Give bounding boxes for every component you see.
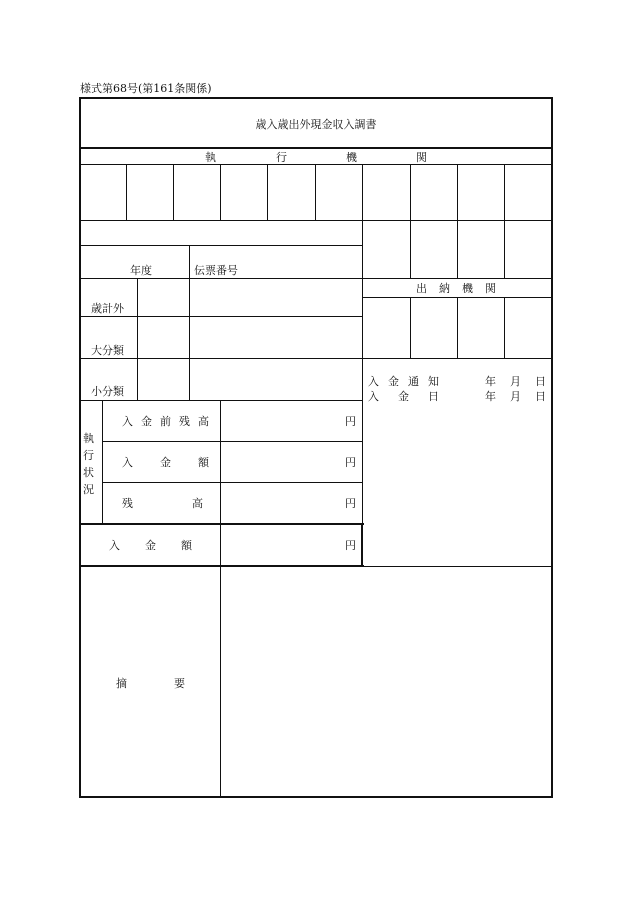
status-row-1-char: 残	[179, 415, 190, 428]
status-row-1-char: 金	[141, 415, 152, 428]
execution-header-char-4: 関	[416, 151, 427, 164]
minor-divider	[189, 358, 190, 400]
status-row-2-char: 入	[122, 456, 133, 469]
status-label-char-1: 執	[83, 432, 94, 445]
status-row-1-char: 高	[198, 415, 209, 428]
summary-field[interactable]	[221, 567, 551, 796]
summary-label-char-1: 摘	[116, 677, 127, 690]
date-char-2: 金	[398, 390, 409, 403]
approval-divider	[173, 164, 174, 220]
execution-header-char-2: 行	[276, 151, 287, 164]
status-row-2-char: 額	[198, 456, 209, 469]
category-extra-budget: 歳計外	[91, 302, 124, 315]
disbursing-divider	[504, 297, 505, 358]
year-row-bottom	[80, 278, 552, 279]
disbursing-header-char-4: 関	[485, 282, 496, 295]
center-divider	[362, 164, 363, 358]
header-row-line	[80, 164, 552, 165]
disbursing-divider	[410, 297, 411, 358]
execution-header-char-3: 機	[346, 151, 357, 164]
category-row-line	[80, 316, 362, 317]
notice-day: 日	[535, 375, 546, 388]
outer-bottom-border	[79, 796, 553, 798]
stamp-divider	[457, 164, 458, 278]
summary-label-char-2: 要	[174, 677, 185, 690]
approval-divider	[267, 164, 268, 220]
status-row-3-char: 高	[192, 497, 203, 510]
status-amount-divider	[220, 400, 221, 566]
status-row-2-unit: 円	[345, 456, 356, 469]
date-char-1: 入	[368, 390, 379, 403]
status-block-top	[80, 400, 362, 401]
deposit-char-2: 金	[145, 539, 156, 552]
notice-year: 年	[485, 375, 496, 388]
year-row-top	[80, 245, 362, 246]
category-minor: 小分類	[91, 385, 124, 398]
category-divider	[137, 278, 138, 400]
status-row-1-char: 入	[122, 415, 133, 428]
date-char-3: 日	[428, 390, 439, 403]
notice-char-2: 金	[388, 375, 399, 388]
status-row-line	[102, 441, 362, 442]
status-label-char-4: 況	[83, 483, 94, 496]
approval-divider	[126, 164, 127, 220]
year-slip-divider	[189, 245, 190, 359]
approval-divider	[220, 164, 221, 220]
deposit-char-3: 額	[181, 539, 192, 552]
execution-header-char-1: 執	[205, 151, 216, 164]
outer-top-border	[79, 97, 553, 99]
disbursing-header-char-1: 出	[416, 282, 427, 295]
outer-left-border	[79, 97, 81, 798]
approval-row-bottom	[80, 220, 552, 221]
notice-char-3: 通	[408, 375, 419, 388]
form-title: 歳入歳出外現金収入調書	[255, 118, 377, 131]
category-row-line	[80, 358, 552, 359]
disbursing-divider	[457, 297, 458, 358]
stamp-divider	[410, 164, 411, 278]
deposit-unit: 円	[345, 539, 356, 552]
date-year: 年	[485, 390, 496, 403]
notice-month: 月	[510, 375, 521, 388]
title-bottom-border	[79, 147, 553, 149]
approval-divider	[315, 164, 316, 220]
status-row-1-char: 前	[160, 415, 171, 428]
status-row-2-char: 金	[160, 456, 171, 469]
status-label-char-2: 行	[83, 449, 94, 462]
deposit-box-top	[79, 523, 364, 525]
notice-char-1: 入	[368, 375, 379, 388]
status-row-3-char: 残	[122, 497, 133, 510]
fiscal-year-label: 年度	[130, 264, 152, 277]
stamp-divider	[504, 164, 505, 278]
deposit-char-1: 入	[109, 539, 120, 552]
disbursing-header-char-2: 納	[439, 282, 450, 295]
date-month: 月	[510, 390, 521, 403]
status-row-3-unit: 円	[345, 497, 356, 510]
slip-number-label: 伝票番号	[194, 264, 238, 277]
category-major: 大分類	[91, 344, 124, 357]
status-label-divider	[102, 400, 103, 523]
outer-right-border	[551, 97, 553, 798]
status-row-1-unit: 円	[345, 415, 356, 428]
status-row-line	[102, 482, 362, 483]
date-day: 日	[535, 390, 546, 403]
deposit-box-right	[361, 523, 363, 567]
form-number: 様式第68号(第161条関係)	[80, 82, 212, 95]
status-label-char-3: 状	[83, 466, 94, 479]
notice-char-4: 知	[428, 375, 439, 388]
disbursing-header-char-3: 機	[462, 282, 473, 295]
